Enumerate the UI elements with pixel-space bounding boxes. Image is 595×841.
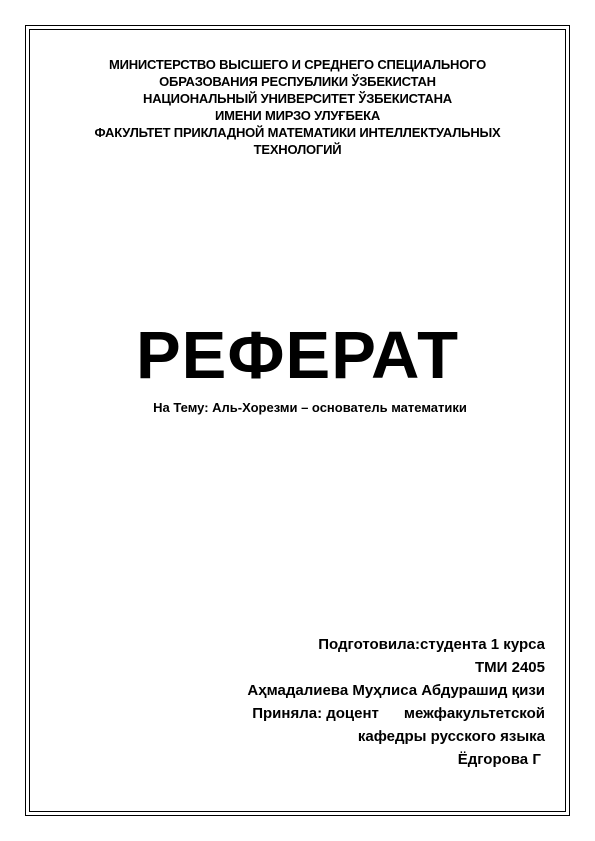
- author-info-block: [185, 633, 545, 771]
- document-title: РЕФЕРАТ: [135, 318, 460, 393]
- institution-header: [40, 56, 555, 158]
- prepared-by-line: Подготовила:студента 1 курса: [318, 636, 545, 653]
- group-line: ТМИ 2405: [475, 659, 545, 676]
- accepted-by-line: Приняла: доцент межфакультетской: [252, 705, 545, 722]
- header-line-6: ТЕХНОЛОГИЙ: [253, 142, 342, 157]
- header-line-3: НАЦИОНАЛЬНЫЙ УНИВЕРСИТЕТ ЎЗБЕКИСТАНА: [143, 91, 452, 106]
- header-line-2: ОБРАЗОВАНИЯ РЕСПУБЛИКИ ЎЗБЕКИСТАН: [159, 74, 436, 89]
- department-line: кафедры русского языка: [357, 728, 545, 745]
- student-name-line: Аҳмадалиева Муҳлиса Абдурашид қизи: [247, 682, 545, 699]
- teacher-name-line: Ёдгорова Г: [457, 751, 545, 768]
- header-line-1: МИНИСТЕРСТВО ВЫСШЕГО И СРЕДНЕГО СПЕЦИАЛЬНОГО: [108, 57, 487, 72]
- header-line-4: ИМЕНИ МИРЗО УЛУҒБЕКА: [214, 108, 381, 123]
- document-topic: На Тему: Аль-Хорезми – основатель математики: [153, 400, 467, 415]
- header-line-5: ФАКУЛЬТЕТ ПРИКЛАДНОЙ МАТЕМАТИКИ ИНТЕЛЛЕКТУАЛЬНЫХ: [94, 125, 501, 140]
